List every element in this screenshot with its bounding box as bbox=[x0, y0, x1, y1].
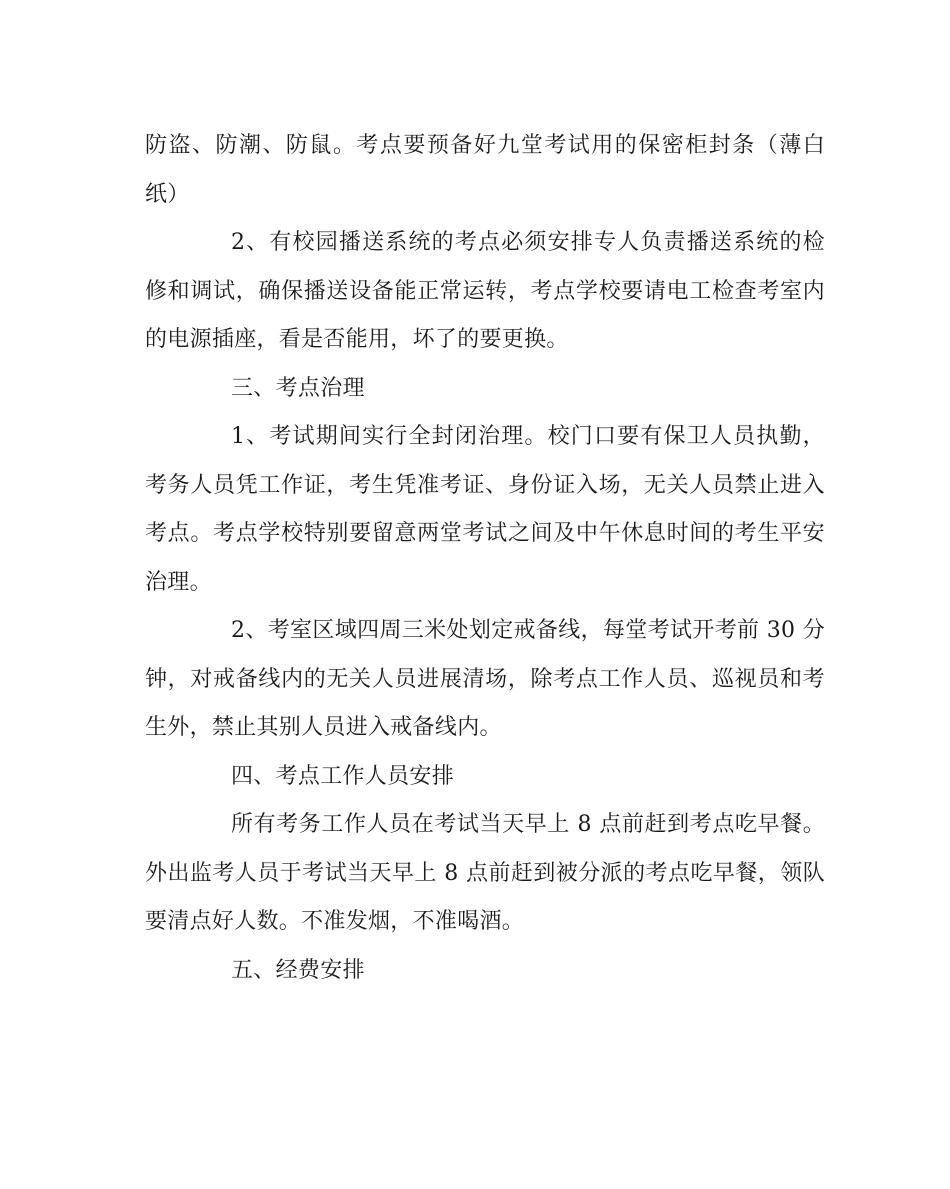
paragraph-1: 防盗、防潮、防鼠。考点要预备好九堂考试用的保密柜封条（薄白纸） bbox=[145, 133, 825, 207]
paragraph-5: 2、考室区域四周三米处划定戒备线，每堂考试开考前 30 分钟，对戒备线内的无关人员进展清场，除考点工作人员、巡视员和考生外，禁止其别人员进入戒备线内。 bbox=[145, 618, 825, 740]
section-heading-4: 四、考点工作人员安排 bbox=[231, 763, 455, 789]
document-body bbox=[145, 122, 825, 995]
section-heading-3: 三、考点治理 bbox=[231, 375, 365, 401]
section-heading-5: 五、经费安排 bbox=[231, 957, 365, 983]
paragraph-2: 2、有校园播送系统的考点必须安排专人负责播送系统的检修和调试，确保播送设备能正常运转，考点学校要请电工检查考室内的电源插座，看是否能用，坏了的要更换。 bbox=[145, 230, 825, 352]
paragraph-7: 所有考务工作人员在考试当天早上 8 点前赶到考点吃早餐。外出监考人员于考试当天早上 8 点前赶到被分派的考点吃早餐，领队要清点好人数。不准发烟，不准喝酒。 bbox=[145, 812, 825, 934]
paragraph-4: 1、考试期间实行全封闭治理。校门口要有保卫人员执勤，考务人员凭工作证，考生凭准考证、身份证入场，无关人员禁止进入考点。考点学校特别要留意两堂考试之间及中午休息时间的考生平安治理。 bbox=[145, 424, 825, 595]
